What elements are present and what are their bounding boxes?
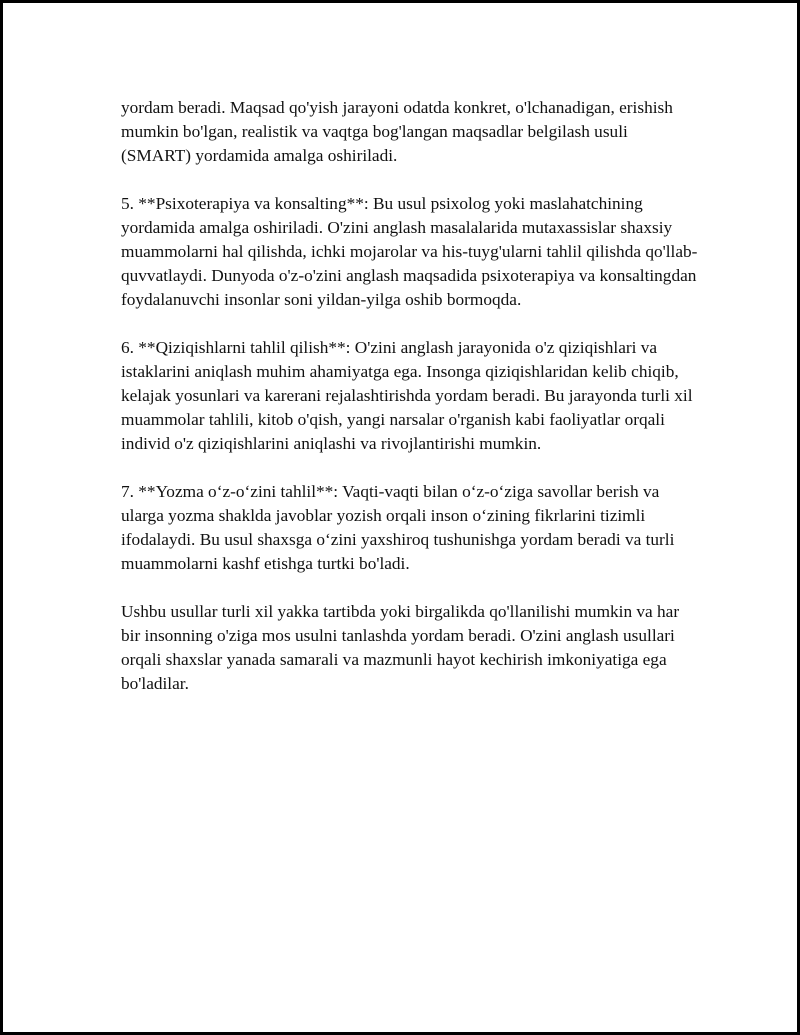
paragraph-smart-goals: yordam beradi. Maqsad qo'yish jarayoni odatda konkret, o'lchanadigan, erishish mumkin bo'lgan, realistik va vaqtga bog'langan maqsadlar belgilash usuli (SMART) yordamida amalga oshiriladi. (121, 98, 673, 165)
paragraph-psychotherapy: 5. **Psixoterapiya va konsalting**: Bu usul psixolog yoki maslahatchining yordamida amalga oshiriladi. O'zini anglash masalalarida mutaxassislar shaxsiy muammolarni hal qilishda, ichki mojarolar va his-tuyg'ularni tahlil qilishda qo'llab-quvvatlaydi. Dunyoda o'z-o'zini anglash maqsadida psixoterapiya va konsaltingdan foydalanuvchi insonlar soni yildan-yilga oshib bormoqda. (121, 194, 698, 309)
document-body (121, 96, 701, 720)
paragraph-written-self-analysis: 7. **Yozma o‘z-o‘zini tahlil**: Vaqti-vaqti bilan o‘z-o‘ziga savollar berish va ularga yozma shaklda javoblar yozish orqali inson o‘zining fikrlarini tizimli ifodalaydi. Bu usul shaxsga o‘zini yaxshiroq tushunishga yordam beradi va turli muammolarni kashf etishga turtki bo'ladi. (121, 482, 675, 573)
paragraph-conclusion: Ushbu usullar turli xil yakka tartibda yoki birgalikda qo'llanilishi mumkin va har bir insonning o'ziga mos usulni tanlashda yordam beradi. O'zini anglash usullari orqali shaxslar yanada samarali va mazmunli hayot kechirish imkoniyatiga ega bo'ladilar. (121, 602, 680, 693)
paragraph-interests-analysis: 6. **Qiziqishlarni tahlil qilish**: O'zini anglash jarayonida o'z qiziqishlari va istaklarini aniqlash muhim ahamiyatga ega. Insonga qiziqishlaridan kelib chiqib, kelajak yosunlari va karerani rejalashtirishda yordam beradi. Bu jarayonda turli xil muammolar tahlili, kitob o'qish, yangi narsalar o'rganish kabi faoliyatlar orqali individ o'z qiziqishlarini aniqlashi va rivojlantirishi mumkin. (121, 338, 693, 453)
